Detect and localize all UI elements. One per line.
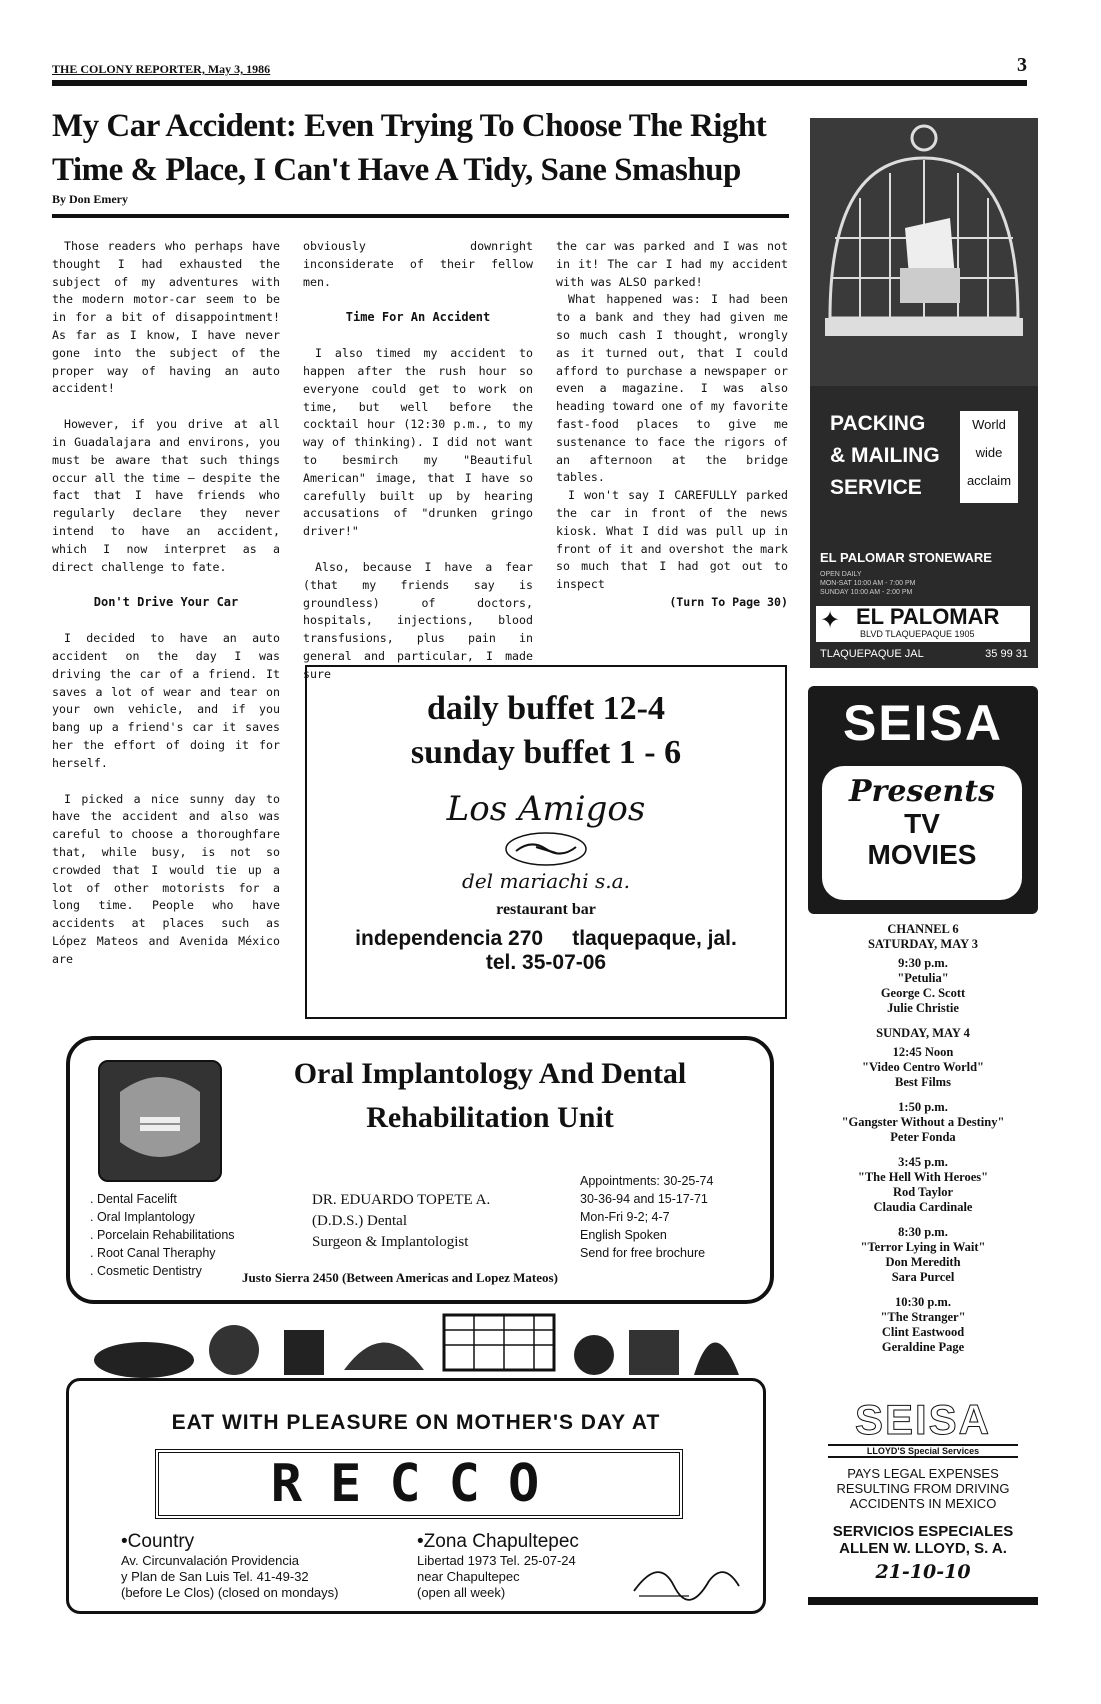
listing-cast: George C. Scott [880,986,966,1000]
seisa-tv: TV [904,808,940,839]
sidebar-bottom-rule [808,1597,1038,1605]
dental-service: . Porcelain Rehabilitations [90,1228,235,1242]
restaurant-phone: tel. 35-07-06 [485,951,607,974]
seisa-lloyds: LLOYD'S Special Services [828,1444,1018,1458]
masthead-paper-date: THE COLONY REPORTER, May 3, 1986 [52,62,271,76]
doctor-title: Surgeon & Implantologist [312,1234,469,1250]
tag-line: wide [975,445,1003,460]
palomar-address: BLVD TLAQUEPAQUE 1905 [860,629,975,639]
pays-line: ACCIDENTS IN MEXICO [849,1496,997,1511]
location-title: •Zona Chapultepec [417,1531,579,1552]
listing-time: 3:45 p.m. [898,1155,948,1169]
location-line: Libertad 1973 Tel. 25-07-24 [417,1553,576,1568]
appt-line: Send for free brochure [580,1246,706,1260]
listing-title: "The Stranger" [880,1310,966,1324]
location-line: (open all week) [417,1585,506,1600]
dental-address: Justo Sierra 2450 (Between Americas and Lopez Mateos) [242,1270,558,1285]
ad-los-amigos [305,665,787,1019]
article-paragraph: Those readers who perhaps have thought I had exhausted the subject of my adventures with the modern motor-car seem to be in for a bit of disappointment! As far as I know, I have never gone into the subject of the proper way of having an auto accident! [52,239,280,396]
dental-title-line1: Oral Implantology And Dental [293,1057,687,1090]
tv-schedule [808,922,1038,1365]
address-city: tlaquepaque, jal. [572,927,737,950]
seisa-allen: ALLEN W. LLOYD, S. A. [839,1540,1007,1557]
turn-to-page: (Turn To Page 30) [669,594,788,609]
dental-services-list [90,1190,235,1280]
dental-service: . Dental Facelift [90,1192,177,1206]
palomar-headline [830,408,940,504]
listing-time: 12:45 Noon [892,1045,954,1059]
doctor-name: DR. EDUARDO TOPETE A. [312,1192,491,1208]
article-column-1 [52,238,280,986]
article-paragraph: I won't say I CAREFULLY parked the car in front of the news kiosk. What I did was pull up in front of it and overshot the mark so much that I had got out to inspect [556,488,788,592]
handshake-icon [307,829,785,869]
article-subhead: Don't Drive Your Car [93,595,239,610]
restaurant-name: Los Amigos [446,789,646,829]
palomar-phone: 35 99 31 [985,648,1028,660]
dental-service: . Cosmetic Dentistry [90,1264,202,1278]
appt-line: English Spoken [580,1228,667,1242]
tv-channel: CHANNEL 6 [887,922,959,936]
listing-cast: Claudia Cardinale [873,1200,973,1214]
page-number: 3 [1017,54,1027,76]
appt-line: Mon-Fri 9-2; 4-7 [580,1210,670,1224]
pays-line: PAYS LEGAL EXPENSES [847,1466,999,1481]
listing-time: 8:30 p.m. [898,1225,948,1239]
article-byline: By Don Emery [52,192,128,206]
article-paragraph: I also timed my accident to happen after the rush hour so everyone could get to work on time, but well before the cocktail hour (12:30 p.m., to my way of thinking). I did not want to besmirch my "Beautiful American" image, that I have so carefully built up by hearing accusations of "drunken gringo driver!" [303,346,533,539]
article-paragraph: However, if you drive at all in Guadalajara and environs, you must be aware that such things occur all the time — despite the fact that I have friends who regularly declare they never intend to have an accident, which I now interpret as a direct challenge to fate. [52,417,280,574]
listing-cast: Peter Fonda [890,1130,956,1144]
palomar-logo-box [816,606,1030,642]
listing-title: "Video Centro World" [862,1060,984,1074]
palomar-hours [820,570,915,597]
buffet-daily: daily buffet 12-4 [427,690,665,727]
seisa-presents-box [822,766,1022,900]
listing-cast: Geraldine Page [881,1340,965,1354]
article-paragraph: obviously downright inconsiderate of their fellow men. [303,239,533,289]
restaurant-type: restaurant bar [496,901,596,918]
worldwide-tag [960,411,1018,503]
dental-appointments [580,1172,713,1262]
dental-skull-illustration [98,1060,222,1182]
location-title: •Country [121,1531,195,1552]
ad-recco [66,1378,766,1614]
masthead [52,54,1027,86]
article-headline: My Car Accident: Even Trying To Choose The Right Time & Place, I Can't Have A Tidy, Sane Smashup [52,108,767,188]
location-line: y Plan de San Luis Tel. 41-49-32 [121,1569,309,1584]
palomar-brand: EL PALOMAR [856,604,1000,629]
tv-day-saturday: SATURDAY, MAY 3 [867,937,979,951]
tag-line: acclaim [966,473,1012,488]
doctor-degree: (D.D.S.) Dental [312,1213,407,1229]
location-line: (before Le Clos) (closed on mondays) [121,1585,339,1600]
ad-dental [66,1036,774,1304]
ad-seisa-footer [808,1398,1038,1605]
restaurant-name-line2: del mariachi s.a. [462,869,630,893]
listing-cast: Sara Purcel [891,1270,955,1284]
seisa-phone: 21-10-10 [875,1561,971,1583]
article-paragraph: I picked a nice sunny day to have the accident and also was careful to choose a thoroughfare that, while busy, is not so crowded that I would tie up a lot of other motorists for a long time. People who have accidents at places such as López Mateos and Avenida México are [52,791,280,966]
tv-day-sunday: SUNDAY, MAY 4 [876,1026,970,1040]
seisa-presents: Presents [849,774,995,809]
listing-cast: Rod Taylor [892,1185,954,1199]
appt-line: Appointments: 30-25-74 [580,1174,714,1188]
palomar-headline-2: & MAILING [830,444,940,467]
headline-rule [52,214,789,218]
birdcage-illustration [810,118,1038,386]
article-paragraph: What happened was: I had been to a bank and they had given me so much cash I thought, wrongly as it turned out, that I could afford to purchase a newspaper or even a magazine. I was also heading toward one of my favorite fast-food places to give me sustenance to face the rigors of an afternoon at the bridge tables. [556,292,788,485]
pays-line: RESULTING FROM DRIVING [836,1481,1010,1496]
hours-line: OPEN DAILY [820,571,862,578]
article-paragraph: the car was parked and I was not in it! The car I had my accident with was ALSO parked! [556,239,788,289]
listing-cast: Clint Eastwood [881,1325,965,1339]
palomar-headline-1: PACKING [830,412,926,435]
tv-listing [808,1225,1038,1285]
listing-title: "Petulia" [897,971,949,985]
ad-el-palomar [810,118,1038,668]
hours-line: MON-SAT 10:00 AM - 7:00 PM [820,580,916,587]
article-column-3 [556,238,788,612]
tag-line: World [972,417,1006,432]
recco-location-country [121,1531,339,1601]
seisa-movies: MOVIES [867,839,977,870]
location-line: near Chapultepec [417,1569,520,1584]
dental-service: . Oral Implantology [90,1210,195,1224]
listing-title: "Terror Lying in Wait" [860,1240,986,1254]
listing-cast: Don Meredith [885,1255,961,1269]
listing-title: "Gangster Without a Destiny" [841,1115,1005,1129]
article-column-2 [303,238,533,702]
appt-line: 30-36-94 and 15-17-71 [580,1192,708,1206]
palomar-city: TLAQUEPAQUE JAL [820,648,924,660]
seisa-logo: SEISA [842,695,1004,751]
listing-time: 1:50 p.m. [898,1100,948,1114]
article-paragraph: Also, because I have a fear (that my friends say is groundless) of doctors, hospitals, injections, blood transfusions, plus pain in general and particular, I made sure [303,559,533,681]
recco-logo: RECCO [155,1449,683,1519]
listing-cast: Best Films [895,1075,951,1089]
article-paragraph: I decided to have an auto accident on the day I was driving the car of a friend. It saves a lot of wear and tear on your own vehicle, and if you bang up a friend's car it saves her the effort of doing it for herself. [52,631,280,770]
address-street: independencia 270 [355,927,544,950]
seisa-logo-outline: SEISA [854,1396,992,1443]
recco-signature [629,1551,749,1606]
tv-listing [808,1100,1038,1145]
listing-time: 10:30 p.m. [895,1295,951,1309]
buffet-sunday: sunday buffet 1 - 6 [410,734,682,771]
listing-title: "The Hell With Heroes" [857,1170,989,1184]
hours-line: SUNDAY 10:00 AM - 2:00 PM [820,589,913,596]
palomar-brand-line: EL PALOMAR STONEWARE [820,550,992,565]
dental-doctor [312,1190,490,1253]
tv-listing [808,1045,1038,1090]
tv-listing [808,1295,1038,1355]
seisa-servicios: SERVICIOS ESPECIALES [832,1523,1014,1540]
palomar-headline-3: SERVICE [830,476,922,499]
recco-food-illustration [84,1310,754,1380]
listing-cast: Julie Christie [887,1001,959,1015]
tv-listing [808,1155,1038,1215]
dental-title-line2: Rehabilitation Unit [366,1101,614,1134]
ad-seisa-header [808,686,1038,914]
location-line: Av. Circunvalación Providencia [121,1553,299,1568]
tv-listing [808,956,1038,1016]
dental-service: . Root Canal Theraphy [90,1246,216,1260]
dove-icon: ✦ [820,608,841,634]
recco-tagline: EAT WITH PLEASURE ON MOTHER'S DAY AT [171,1411,661,1434]
restaurant-address [307,927,785,951]
recco-location-chapultepec [417,1531,579,1601]
listing-time: 9:30 p.m. [898,956,948,970]
seisa-pays [808,1466,1038,1511]
article-subhead: Time For An Accident [345,310,491,325]
